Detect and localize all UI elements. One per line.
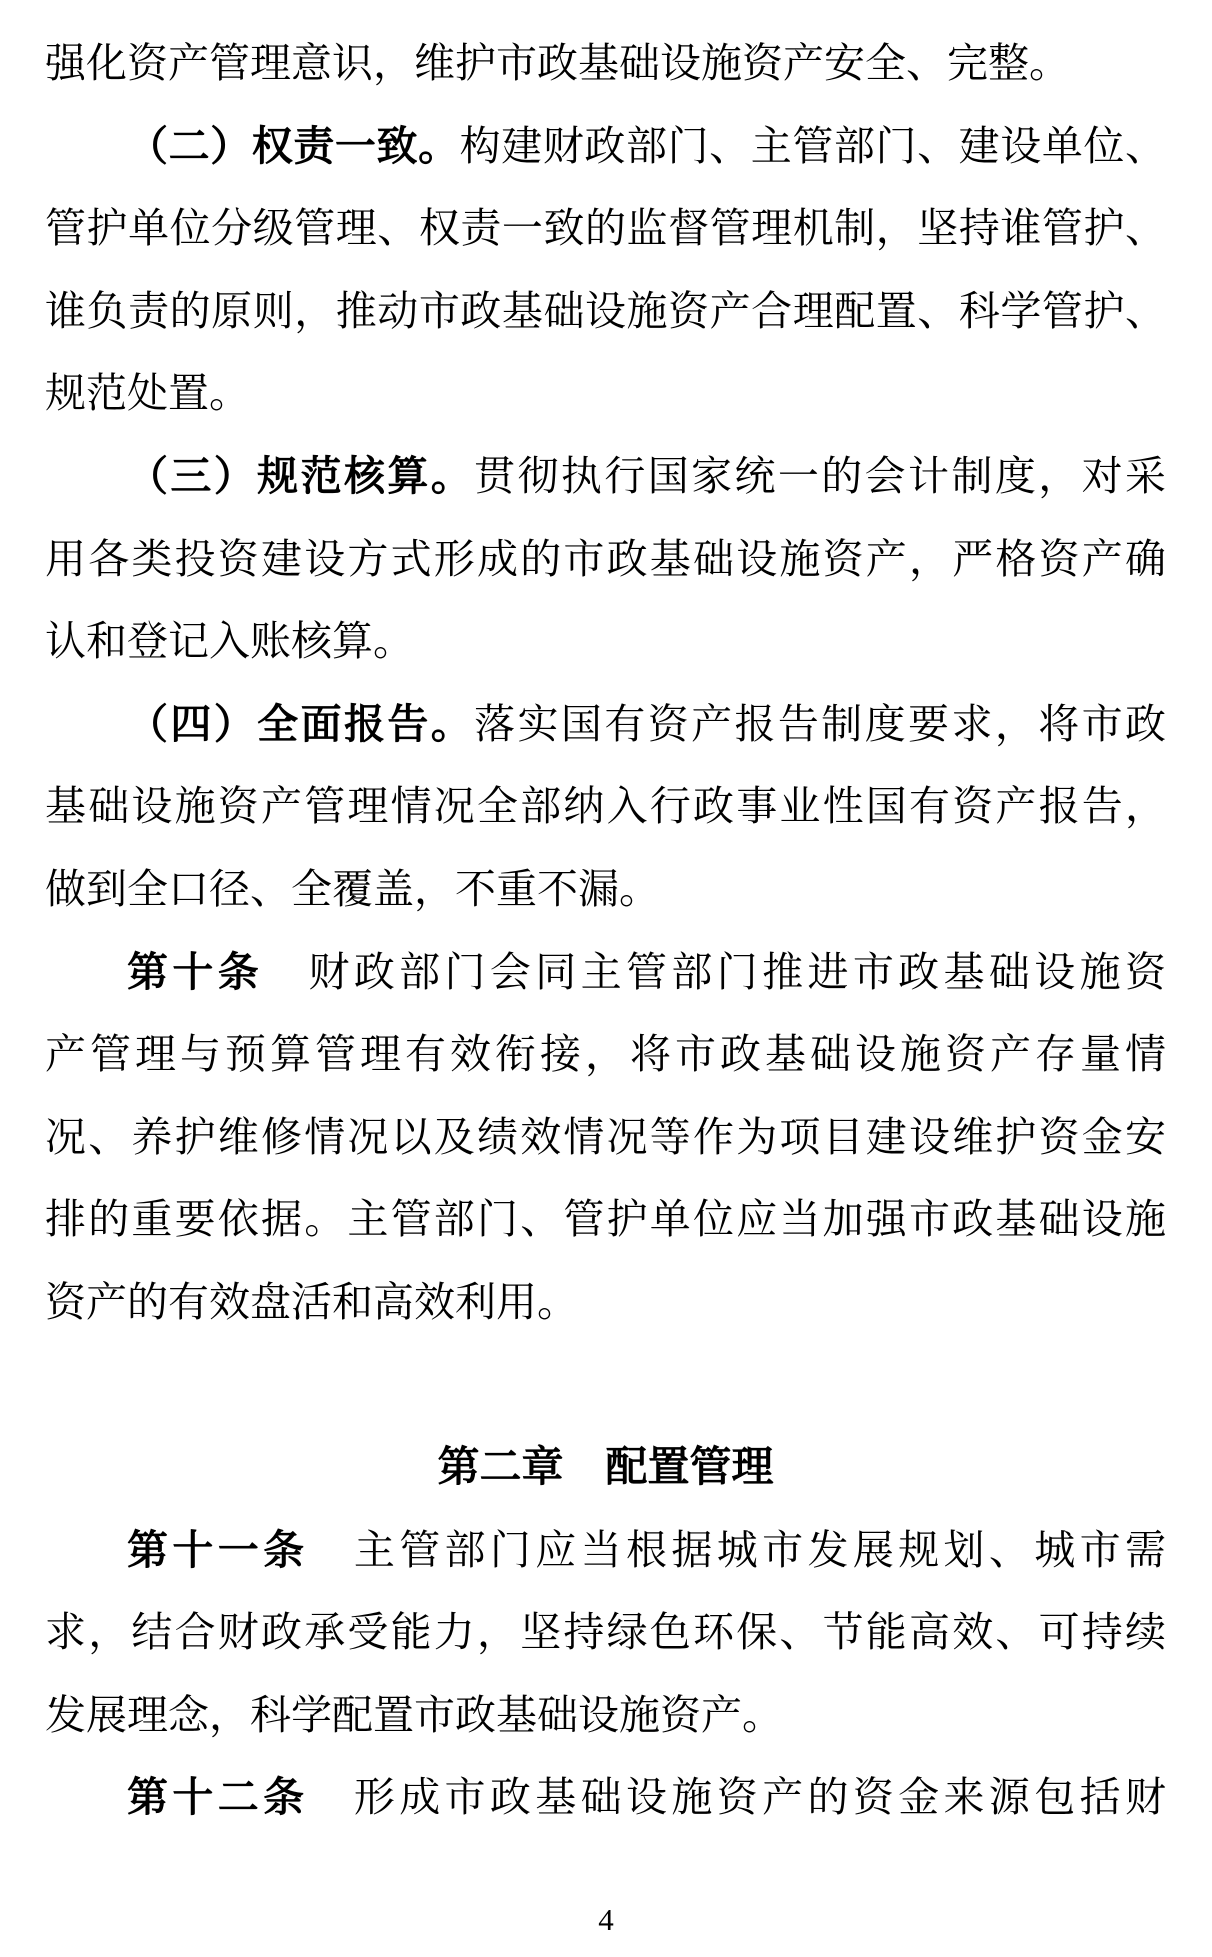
text-line	[45, 1261, 1166, 1344]
text-line	[45, 1509, 1166, 1592]
text-line	[45, 600, 1166, 683]
text-line	[45, 1096, 1166, 1179]
line-text: 基础设施资产管理情况全部纳入行政事业性国有资产报告，	[45, 783, 1166, 830]
line-text: 财政部门会同主管部门推进市政基础设施资	[263, 948, 1167, 995]
chapter-heading-text: 第二章 配置管理	[437, 1443, 774, 1491]
line-text: 管护单位分级管理、权责一致的监督管理机制，坚持谁管护、	[45, 205, 1166, 252]
line-text: 谁负责的原则，推动市政基础设施资产合理配置、科学管护、	[45, 287, 1166, 334]
text-line	[45, 22, 1166, 105]
chapter-heading	[45, 1426, 1166, 1509]
line-text: 排的重要依据。主管部门、管护单位应当加强市政基础设施	[45, 1196, 1166, 1243]
blank-line	[45, 1344, 1166, 1427]
text-line	[45, 765, 1166, 848]
text-line	[45, 1178, 1166, 1261]
text-line	[45, 1674, 1166, 1757]
text-line	[45, 1591, 1166, 1674]
text-line	[45, 683, 1166, 766]
text-line	[45, 1013, 1166, 1096]
line-text: 资产的有效盘活和高效利用。	[45, 1278, 578, 1325]
text-line	[45, 270, 1166, 353]
line-text: 求，结合财政承受能力，坚持绿色环保、节能高效、可持续	[45, 1609, 1166, 1656]
text-line	[45, 931, 1166, 1014]
text-line	[45, 435, 1166, 518]
line-text: 认和登记入账核算。	[45, 618, 414, 665]
line-text: 形成市政基础设施资产的资金来源包括财	[308, 1774, 1167, 1821]
line-text: 构建财政部门、主管部门、建设单位、	[459, 122, 1167, 169]
line-text: 主管部门应当根据城市发展规划、城市需	[308, 1526, 1167, 1573]
line-text: 产管理与预算管理有效衔接，将市政基础设施资产存量情	[45, 1031, 1166, 1078]
line-text: 规范处置。	[45, 370, 250, 417]
section-label: （四）全面报告。	[127, 700, 475, 747]
document-text-block	[45, 22, 1166, 1839]
page-number: 4	[598, 1902, 614, 1937]
article-number: 第十二条	[127, 1774, 309, 1821]
line-text: 贯彻执行国家统一的会计制度，对采	[474, 452, 1167, 499]
text-line	[45, 1756, 1166, 1839]
text-line	[45, 518, 1166, 601]
text-line	[45, 352, 1166, 435]
line-text: 做到全口径、全覆盖，不重不漏。	[45, 865, 660, 912]
line-text: 用各类投资建设方式形成的市政基础设施资产，严格资产确	[45, 535, 1166, 582]
text-line	[45, 105, 1166, 188]
section-label: （三）规范核算。	[127, 452, 475, 499]
line-text: 况、养护维修情况以及绩效情况等作为项目建设维护资金安	[45, 1113, 1166, 1160]
section-label: （二）权责一致。	[127, 122, 460, 169]
article-number: 第十一条	[127, 1526, 309, 1573]
text-line	[45, 848, 1166, 931]
text-line	[45, 187, 1166, 270]
article-number: 第十条	[127, 948, 264, 995]
line-text: 强化资产管理意识，维护市政基础设施资产安全、完整。	[45, 40, 1070, 86]
line-text: 落实国有资产报告制度要求，将市政	[474, 700, 1167, 747]
line-text: 发展理念，科学配置市政基础设施资产。	[45, 1691, 783, 1738]
